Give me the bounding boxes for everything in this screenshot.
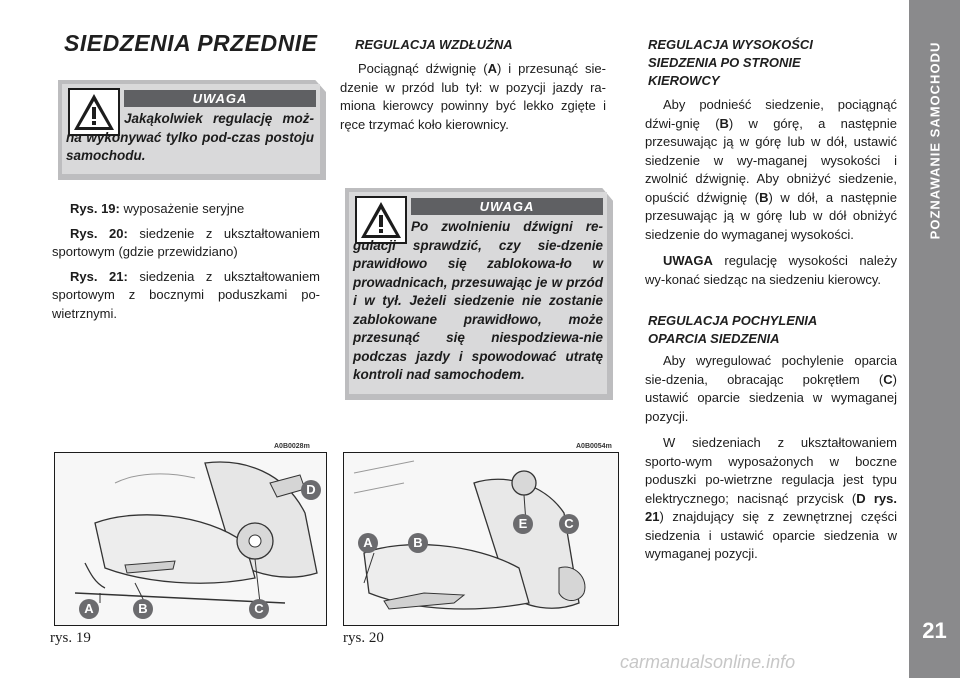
seat-side-drawing	[344, 453, 618, 625]
warning-text: Jakąkolwiek regulację moż-na wykonywać tylko pod-czas postoju samochodu.	[66, 111, 314, 163]
marker-a: A	[358, 533, 378, 553]
watermark: carmanualsonline.info	[620, 652, 796, 672]
seat-side-drawing	[55, 453, 326, 625]
page-title: SIEDZENIA PRZEDNIE	[64, 30, 318, 56]
figure-list: Rys. 19: wyposażenie seryjne Rys. 20: siedzenie z ukształtowaniem sportowym (gdzie przewidziano) Rys. 21: siedzenia z ukształtowaniem sportowym z bocznymi poduszkami po-wietrznymi.	[52, 201, 320, 321]
warning-label: UWAGA	[124, 90, 316, 107]
figure-code: A0B0028m	[274, 443, 310, 450]
figure-code: A0B0054m	[576, 443, 612, 450]
paragraph: Pociągnąć dźwignię (A) i przesunąć sie-dzenie w przód lub tył: w pozycji jazdy ra-miona kierowcy powinny być lekko zgięte i ręce trzymać koło kierownicy.	[340, 61, 606, 132]
warning-box-1	[62, 84, 320, 174]
warning-label: UWAGA	[411, 198, 603, 215]
page-number: 21	[922, 618, 947, 643]
figure-ref: Rys. 20:	[70, 225, 128, 241]
section-heading: REGULACJA WZDŁUŻNA	[355, 37, 513, 52]
figure-caption: rys. 19	[50, 630, 91, 646]
warning-box-2	[349, 192, 607, 394]
marker-b: B	[133, 599, 153, 619]
paragraph: Aby wyregulować pochylenie oparcia sie-dzenia, obracając pokrętłem (C) ustawić oparcie siedzenia w wymaganej pozycji. W siedzeniach z ukształtowaniem sporto-wym wyposażonych w boczne poduszki po-wietrzne regulacja jest typu elektrycznego; nacisnąć przycisk (D rys. 21) znajdujący się z zewnętrznej części siedzenia i ustawić oparcie siedzenia w wymaganej pozycji.	[645, 353, 897, 561]
seat-illustration-1	[54, 452, 327, 626]
warning-text: Po zwolnieniu dźwigni re-gulacji sprawdzić, czy sie-dzenie prawidłowo się zablokowa-ło w prowadnicach, przesuwając je w przód i w tył. Jeżeli siedzenie nie zostanie zablokowane prawidłowo, może przesunąć się niespodziewa-nie podczas jazdy i spowodować utratę kontroli nad samochodem.	[353, 219, 603, 382]
marker-d: D	[301, 480, 321, 500]
marker-c: C	[559, 514, 579, 534]
marker-a: A	[79, 599, 99, 619]
marker-c: C	[249, 599, 269, 619]
section-heading: REGULACJA POCHYLENIA OPARCIA SIEDZENIA	[648, 313, 817, 346]
figure-ref: Rys. 19:	[70, 201, 120, 216]
figure-caption: rys. 20	[343, 630, 384, 646]
marker-e: E	[513, 514, 533, 534]
section-heading: REGULACJA WYSOKOŚCI SIEDZENIA PO STRONIE KIEROWCY	[648, 37, 813, 88]
marker-b: B	[408, 533, 428, 553]
figure-ref: Rys. 21:	[70, 268, 128, 284]
section-sidebar	[909, 0, 960, 678]
paragraph: Aby podnieść siedzenie, pociągnąć dźwi-gnię (B) w górę, a następnie przesuwając ją w górę lub w dół, ustawić siedzenie w wy-maganej wysokości i zwolnić dźwignię. Aby obniżyć siedzenie, opuścić dźwignię (B) w dół, a następnie przesuwając ją w górę lub w dół obniżyć siedzenie do wymaganej wysokości. UWAGA regulację wysokości należy wy-konać siedząc na siedzeniu kierowcy.	[645, 97, 898, 287]
seat-illustration-2	[343, 452, 619, 626]
section-title: POZNAWANIE SAMOCHODU	[927, 41, 943, 239]
